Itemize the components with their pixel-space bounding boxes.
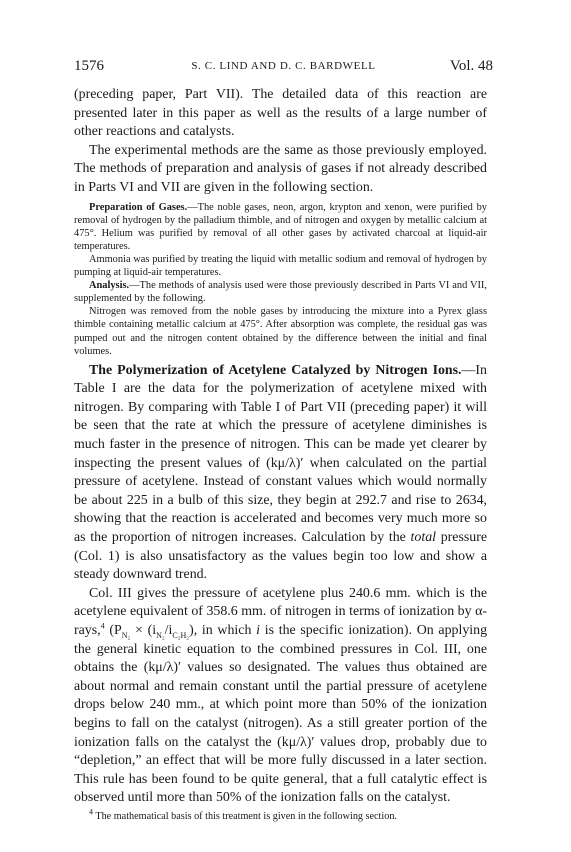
footnote-mark: 4: [89, 807, 93, 817]
heading-preparation-of-gases: Preparation of Gases.: [89, 201, 188, 213]
col-iii-text-a: Col. III gives the pressure of acetylene plus 240.6 mm. which is the acetylene equivalent of 358.6 mm. of nitrogen in terms of ionization by α-rays,: [74, 585, 487, 638]
article-body: [74, 86, 487, 823]
footnote-ref: 4: [100, 621, 105, 631]
author-line: S. C. LIND AND D. C. BARDWELL: [191, 60, 376, 72]
footnote: [74, 807, 487, 823]
heading-polymerization: The Polymerization of Acetylene Catalyzed by Nitrogen Ions.: [89, 362, 462, 378]
paragraph-continuation: (preceding paper, Part VII). The detailed data of this reaction are presented later in this paper as well as the results of a large number of other reactions and catalysts.: [74, 87, 487, 140]
paragraph-methods: The experimental methods are the same as those previously employed. The methods of preparation and analysis of gases if not already described in Parts VI and VII are given in the following section.: [74, 142, 487, 195]
col-iii-text-c: is the specific ionization). On applying the general kinetic equation to the combined pressures in Col. III, one obtains the (kμ/λ)′ values so designated. The values thus obtained are about normal and remain constant until the partial pressure of acetylene drops below 240 mm., at which point more than 50% of the ionization begins to fall on the catalyst (nitrogen). As a still greater portion of the ionization falls on the catalyst the (kμ/λ)′ values drop, probably due to “depletion,” an effect that will be more fully discussed in a later section. This rule has been found to be quite general, that a full catalytic effect is observed until more than 50% of the ionization falls on the catalyst.: [74, 623, 488, 806]
emphasis-i: i: [256, 623, 260, 638]
preparation-text: —The noble gases, neon, argon, krypton and xenon, were purified by removal of hydrogen by the palladium thimble, and of nitrogen and oxygen by metallic calcium at 475°. Helium was purified by removal of all other gases by activated charcoal at liquid-air temperatures.: [74, 201, 487, 252]
footnote-text: The mathematical basis of this treatment is given in the following section.: [93, 810, 397, 822]
paragraph-nitrogen-removal: Nitrogen was removed from the noble gases by introducing the mixture into a Pyrex glass thimble containing metallic calcium at 475°. After absorption was complete, the residual gas was pumped out and the nitrogen content obtained by the difference between the initial and final volumes.: [74, 306, 487, 357]
paragraph-ammonia: Ammonia was purified by treating the liquid with metallic sodium and removal of hydrogen by pumping at liquid-air temperatures.: [74, 253, 487, 279]
formula-part: (P: [104, 623, 122, 638]
polymerization-text-a: —In Table I are the data for the polymerization of acetylene mixed with nitrogen. By comparing with Table I of Part VII (preceding paper) it will be seen that the rate at which the pressure of acetylene diminishes is much faster in the presence of nitrogen. This can be made yet clearer by inspecting the present values of (kμ/λ)′ when calculated on the partial pressure of acetylene. Instead of constant values which would normally be about 225 in a bulb of this size, they begin at 292.7 and rise to 2634, showing that the reaction is accelerated and becomes very much more so as the proportion of nitrogen increases. Calculation by the: [74, 362, 487, 546]
section-polymerization: [74, 362, 487, 585]
emphasis-total: total: [410, 530, 437, 546]
paragraph-col-iii: [74, 585, 487, 808]
heading-analysis: Analysis.: [89, 280, 130, 292]
col-iii-text-b: ), in which: [189, 623, 257, 638]
section-analysis: [74, 279, 487, 305]
running-head: [74, 58, 493, 78]
volume-number: Vol. 48: [449, 58, 493, 74]
formula-subscript: N₂: [156, 630, 165, 640]
analysis-text: —The methods of analysis used were those previously described in Parts VI and VII, supplemented by the following.: [74, 280, 487, 305]
formula-part: /i: [164, 623, 173, 638]
polymerization-text-b: pressure (Col. 1) is also unsatisfactory as the values begin too low and show a steady downward trend.: [74, 530, 487, 583]
formula-subscript: N₂: [121, 630, 131, 640]
formula-subscript: C₂H₂: [172, 630, 190, 640]
page-number: 1576: [74, 58, 104, 74]
formula-part: × (i: [130, 623, 157, 638]
section-preparation-of-gases: [74, 201, 487, 253]
